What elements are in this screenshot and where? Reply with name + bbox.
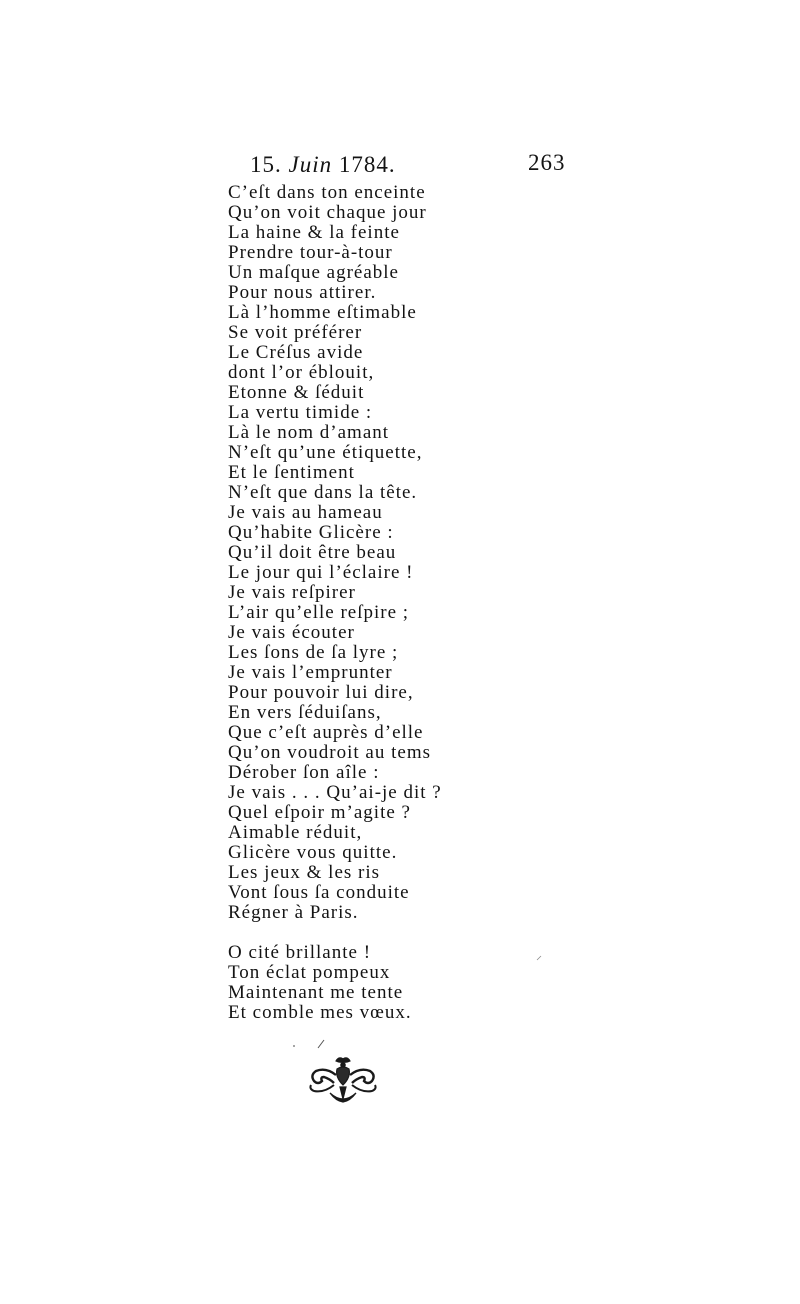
poem-line: La haine & la feinte	[228, 222, 400, 243]
poem-line: Aimable réduit,	[228, 822, 363, 843]
poem-line: Maintenant me tente	[228, 982, 404, 1003]
poem-line: Pour pouvoir lui dire,	[228, 682, 414, 703]
poem-line: Le jour qui l’éclaire !	[228, 562, 414, 583]
poem-line: Prendre tour-à-tour	[228, 242, 393, 263]
poem-line: Pour nous attirer.	[228, 282, 377, 303]
poem-line: Et le ſentiment	[228, 462, 355, 483]
poem-line: Qu’il doit être beau	[228, 542, 397, 563]
poem-line: Je vais reſpirer	[228, 582, 356, 603]
stanza-1	[228, 183, 488, 923]
poem-line: Les jeux & les ris	[228, 862, 381, 883]
poem-line: Qu’habite Glicère :	[228, 522, 394, 543]
poem-line: Un maſque agréable	[228, 262, 399, 283]
poem-line: Qu’on voudroit au tems	[228, 742, 432, 763]
poem-line: Le Créſus avide	[228, 342, 364, 363]
floral-tailpiece-icon	[306, 1055, 380, 1107]
poem-line: Je vais . . . Qu’ai-je dit ?	[228, 782, 442, 803]
poem-line: O cité brillante !	[228, 942, 372, 963]
poem-line: dont l’or éblouit,	[228, 362, 375, 383]
poem-line: Dérober ſon aîle :	[228, 762, 380, 783]
poem-line: Qu’on voit chaque jour	[228, 202, 427, 223]
poem-line: Là le nom d’amant	[228, 422, 390, 443]
poem-line: Quel eſpoir m’agite ?	[228, 802, 411, 823]
poem-line: Je vais l’emprunter	[228, 662, 393, 683]
poem-line: Là l’homme eſtimable	[228, 302, 417, 323]
poem-line: Ton éclat pompeux	[228, 962, 391, 983]
header-day: 15.	[250, 152, 282, 177]
poem-line: Et comble mes vœux.	[228, 1002, 412, 1023]
stanza-2	[228, 943, 488, 1023]
poem-line: Que c’eſt auprès d’elle	[228, 722, 424, 743]
poem-line: N’eſt que dans la tête.	[228, 482, 418, 503]
poem-line: Etonne & ſéduit	[228, 382, 365, 403]
poem-line: Régner à Paris.	[228, 902, 359, 923]
poem-line: Je vais au hameau	[228, 502, 383, 523]
poem-line: Je vais écouter	[228, 622, 355, 643]
poem-line: Vont ſous ſa conduite	[228, 882, 410, 903]
page-number: 263	[528, 150, 566, 175]
poem-line: La vertu timide :	[228, 402, 373, 423]
header-month: Juin	[288, 152, 333, 177]
poem-line: L’air qu’elle reſpire ;	[228, 602, 410, 623]
poem-line: En vers ſéduiſans,	[228, 702, 382, 723]
poem-line: N’eſt qu’une étiquette,	[228, 442, 423, 463]
poem-line: Les ſons de ſa lyre ;	[228, 642, 399, 663]
running-head-date	[250, 152, 396, 178]
poem-line: Se voit préférer	[228, 322, 363, 343]
poem-line: Glicère vous quitte.	[228, 842, 398, 863]
poem-line: C’eſt dans ton enceinte	[228, 182, 426, 203]
header-year: 1784.	[338, 152, 396, 177]
poem	[228, 183, 488, 1023]
